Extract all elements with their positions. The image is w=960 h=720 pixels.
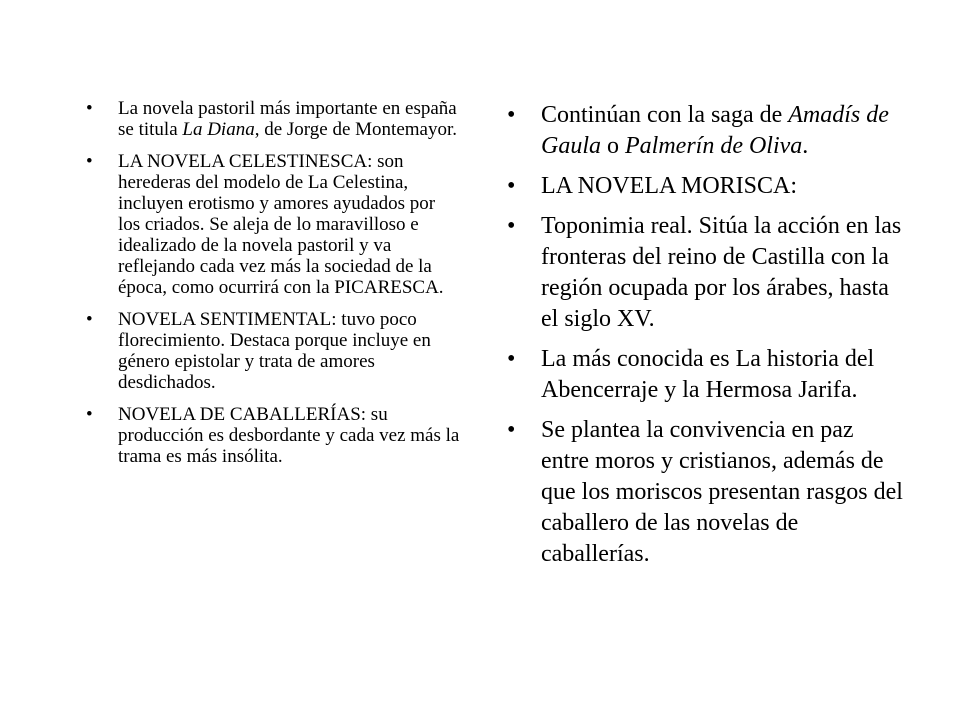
bullet-icon: • [507, 417, 516, 443]
bullet-icon: • [86, 309, 93, 330]
bullet-icon: • [507, 173, 516, 199]
item-text: LA NOVELA CELESTINESCA: son herederas del modelo de La Celestina, incluyen erotismo y amores ayudados por los criados. Se aleja de lo maravilloso e idealizado de la novela pastoril y va reflejando cada vez más la sociedad de la época, como ocurrirá con la PICARESCA. [118, 151, 444, 298]
list-item [84, 404, 460, 467]
left-bullet-list [84, 98, 460, 467]
item-text: NOVELA DE CABALLERÍAS: su producción es desbordante y cada vez más la trama es más insólita. [118, 404, 460, 467]
left-column [84, 98, 460, 478]
item-text: NOVELA SENTIMENTAL: tuvo poco florecimiento. Destaca porque incluye en género epistolar y trata de amores desdichados. [118, 309, 431, 393]
bullet-icon: • [86, 404, 93, 425]
item-text: Continúan con la saga de Amadís de Gaula o Palmerín de Oliva. [541, 102, 889, 159]
list-item [507, 211, 907, 335]
list-item [507, 171, 907, 202]
item-text: La más conocida es La historia del Abencerraje y la Hermosa Jarifa. [541, 346, 875, 403]
bullet-icon: • [86, 151, 93, 172]
right-column [507, 100, 907, 579]
list-item [507, 344, 907, 406]
list-item [507, 100, 907, 162]
item-text: Toponimia real. Sitúa la acción en las fronteras del reino de Castilla con la región ocupada por los árabes, hasta el siglo XV. [541, 213, 902, 332]
bullet-icon: • [507, 346, 516, 372]
list-item [84, 309, 460, 393]
list-item [84, 98, 460, 140]
item-text: Se plantea la convivencia en paz entre moros y cristianos, además de que los moriscos presentan rasgos del caballero de las novelas de caballerías. [541, 417, 903, 567]
bullet-icon: • [86, 98, 93, 119]
item-text: La novela pastoril más importante en españa se titula La Diana, de Jorge de Montemayor. [118, 98, 457, 140]
right-bullet-list [507, 100, 907, 570]
list-item [84, 151, 460, 298]
bullet-icon: • [507, 213, 516, 239]
item-text: LA NOVELA MORISCA: [541, 173, 798, 199]
bullet-icon: • [507, 102, 516, 128]
list-item [507, 415, 907, 570]
